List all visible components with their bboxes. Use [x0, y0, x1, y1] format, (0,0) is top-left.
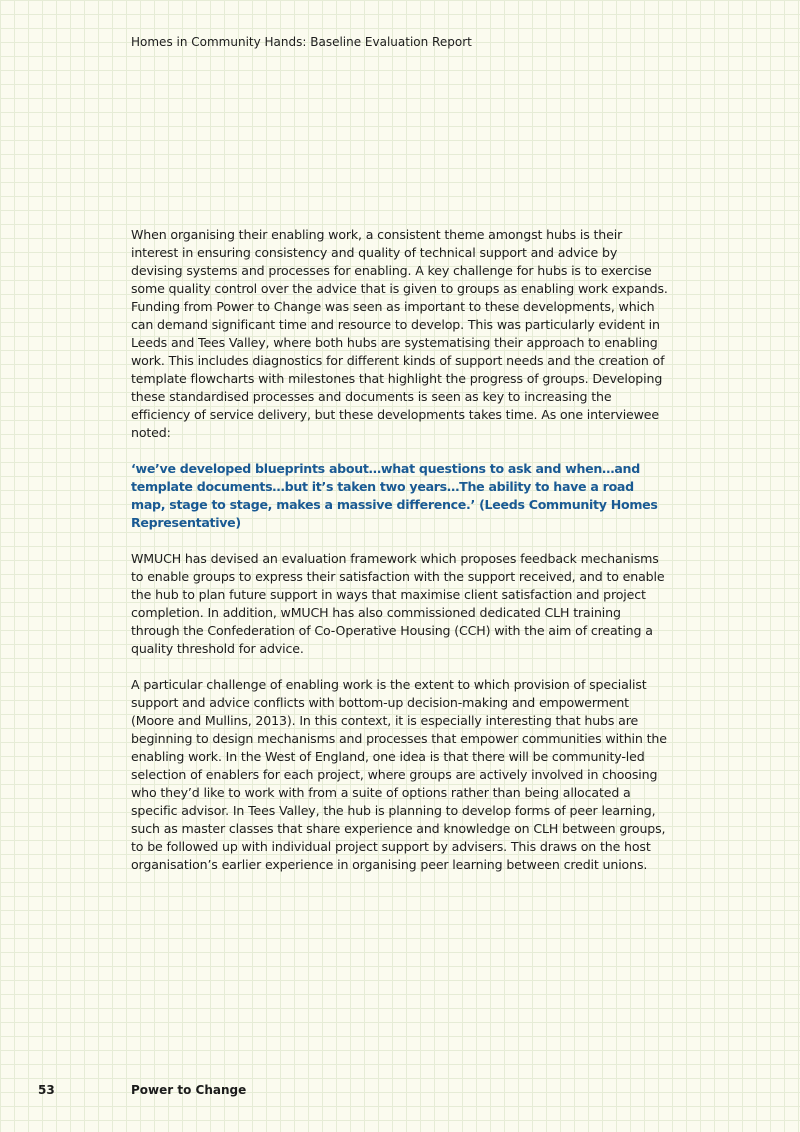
footer-organisation: Power to Change — [131, 1083, 247, 1097]
pull-quote: ‘we’ve developed blueprints about…what questions to ask and when…and template documents…but it’s taken two years…The ability to have a road map, stage to stage, makes a massive difference.’ (Leeds Community Homes Representative) — [131, 461, 658, 530]
main-text — [131, 226, 671, 892]
paragraph-evaluation-framework: WMUCH has devised an evaluation framework which proposes feedback mechanisms to enable groups to express their satisfaction with the support received, and to enable the hub to plan future support in ways that maximise client satisfaction and project completion. In addition, wMUCH has also commissioned dedicated CLH training through the Confederation of Co-Operative Housing (CCH) with the aim of creating a quality threshold for advice. — [131, 551, 665, 656]
running-header: Homes in Community Hands: Baseline Evaluation Report — [131, 35, 472, 49]
paragraph-enabling-challenge: A particular challenge of enabling work is the extent to which provision of specialist support and advice conflicts with bottom-up decision-making and empowerment (Moore and Mullins, 2013). In this context, it is especially interesting that hubs are beginning to design mechanisms and processes that empower communities within the enabling work. In the West of England, one idea is that there will be community-led selection of enablers for each project, where groups are actively involved in choosing who they’d like to work with from a suite of options rather than being allocated a specific advisor. In Tees Valley, the hub is planning to develop forms of peer learning, such as master classes that share experience and knowledge on CLH between groups, to be followed up with individual project support by advisers. This draws on the host organisation’s earlier experience in organising peer learning between credit unions. — [131, 677, 667, 872]
paragraph-enabling-systems: When organising their enabling work, a consistent theme amongst hubs is their interest in ensuring consistency and quality of technical support and advice by devising systems and processes for enabling. A key challenge for hubs is to exercise some quality control over the advice that is given to groups as enabling work expands. Funding from Power to Change was seen as important to these developments, which can demand significant time and resource to develop. This was particularly evident in Leeds and Tees Valley, where both hubs are systematising their approach to enabling work. This includes diagnostics for different kinds of support needs and the creation of template flowcharts with milestones that highlight the progress of groups. Developing these standardised processes and documents is seen as key to increasing the efficiency of service delivery, but these developments takes time. As one interviewee noted: — [131, 227, 668, 440]
page-number: 53 — [38, 1083, 55, 1097]
